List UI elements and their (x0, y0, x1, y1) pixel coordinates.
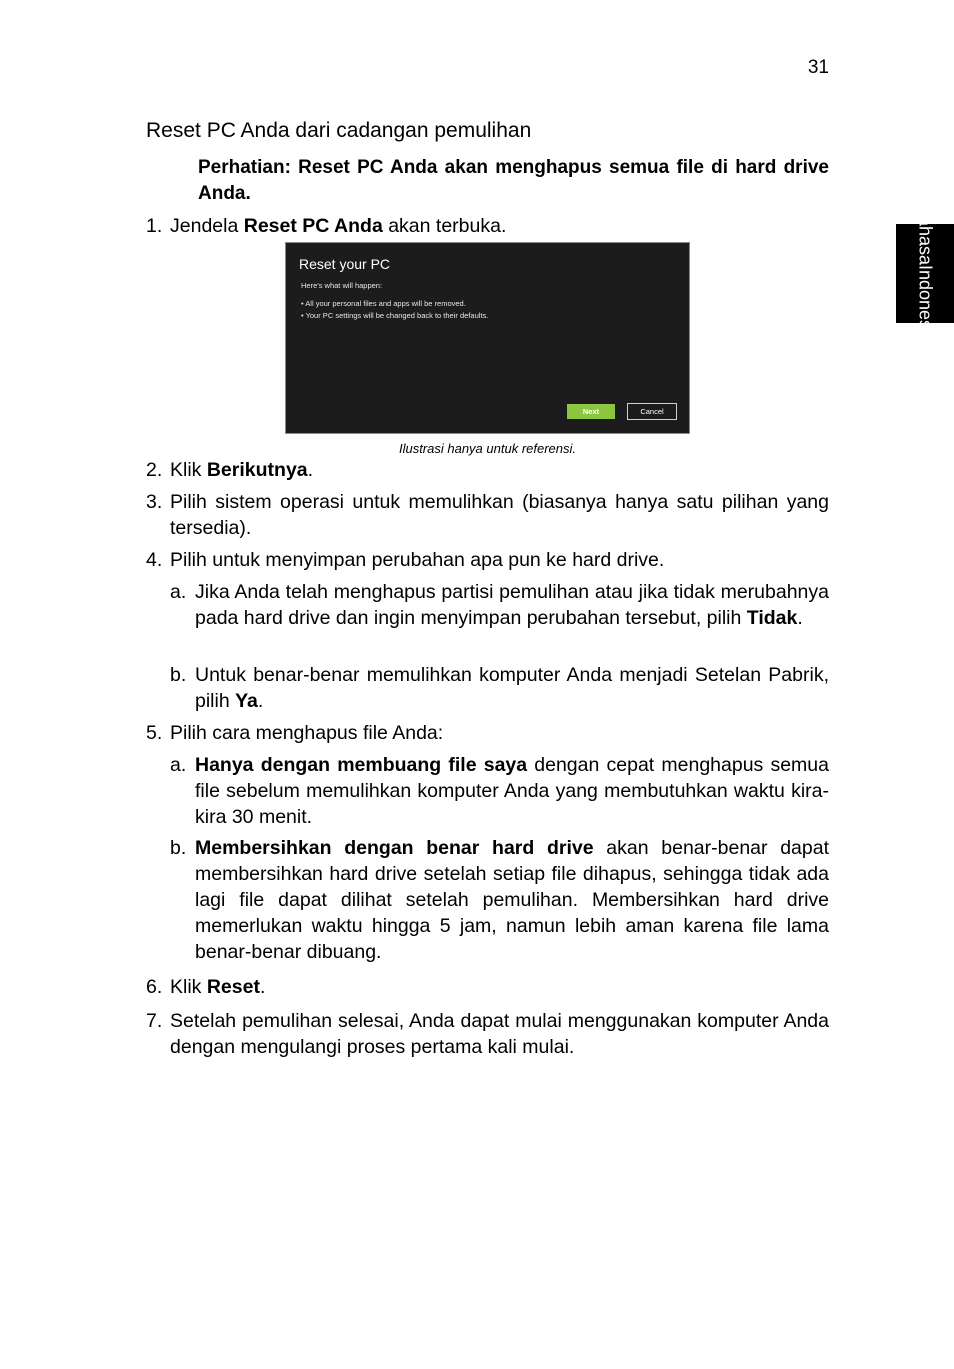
substep-letter: b. (170, 664, 187, 686)
step-4a (170, 579, 829, 631)
step-number: 3. (146, 491, 163, 513)
step-text: Klik Berikutnya. (170, 459, 314, 481)
step-text: Jendela Reset PC Anda akan terbuka. (170, 215, 507, 237)
cancel-button[interactable]: Cancel (627, 403, 677, 420)
next-button[interactable]: Next (567, 404, 615, 419)
step-number: 2. (146, 459, 163, 481)
step-number: 7. (146, 1010, 163, 1032)
language-tab-line-2: Indonesia (915, 265, 936, 344)
step-number: 5. (146, 722, 163, 744)
reset-pc-screenshot (285, 242, 690, 434)
substep-text: Jika Anda telah menghapus partisi pemulihan atau jika tidak merubahnya pada hard drive dan ingin menyimpan perubahan tersebut, pilih Tidak. (195, 581, 829, 629)
language-tab-line-1: Bahasa (915, 203, 936, 265)
step-5a (170, 752, 829, 830)
step-5 (146, 720, 829, 746)
step-2 (146, 457, 829, 483)
screenshot-intro: Here's what will happen: (301, 281, 383, 290)
step-7 (146, 1008, 829, 1060)
step-4b (170, 662, 829, 714)
step-number: 4. (146, 549, 163, 571)
step-text: Pilih sistem operasi untuk memulihkan (biasanya hanya satu pilihan yang tersedia). (170, 491, 829, 539)
figure-caption: Ilustrasi hanya untuk referensi. (398, 441, 577, 456)
step-number: 1. (146, 215, 163, 237)
screenshot-bullet: • All your personal files and apps will be removed. (301, 299, 466, 308)
step-text: Pilih untuk menyimpan perubahan apa pun ke hard drive. (170, 549, 665, 571)
substep-letter: a. (170, 754, 187, 776)
warning-note: Perhatian: Reset PC Anda akan menghapus semua file di hard drive Anda. (198, 157, 829, 204)
step-4 (146, 547, 829, 573)
step-3 (146, 489, 829, 541)
substep-letter: b. (170, 837, 187, 859)
section-title: Reset PC Anda dari cadangan pemulihan (146, 119, 532, 142)
substep-text: Membersihkan dengan benar hard drive akan benar-benar dapat membersihkan hard drive setelah setiap file dihapus, sehingga tidak ada lagi file dapat dilihat setelah pemulihan. Membersihkan hard drive memerlukan waktu hingga 5 jam, namun lebih aman karena file lama benar-benar dibuang. (195, 837, 829, 963)
language-tab-label (896, 203, 954, 344)
step-text: Pilih cara menghapus file Anda: (170, 722, 444, 744)
language-tab (896, 203, 954, 344)
step-6 (146, 974, 829, 1000)
step-5b (170, 835, 829, 965)
step-number: 6. (146, 976, 163, 998)
substep-text: Hanya dengan membuang file saya dengan cepat menghapus semua file sebelum memulihkan komputer Anda yang membutuhkan waktu kira-kira 30 menit. (195, 754, 829, 828)
screenshot-bullet: • Your PC settings will be changed back to their defaults. (301, 311, 489, 320)
page-number: 31 (807, 57, 829, 78)
step-text: Klik Reset. (170, 976, 266, 998)
screenshot-title: Reset your PC (299, 256, 391, 272)
step-text: Setelah pemulihan selesai, Anda dapat mulai menggunakan komputer Anda dengan mengulangi proses pertama kali mulai. (170, 1010, 829, 1058)
substep-text: Untuk benar-benar memulihkan komputer Anda menjadi Setelan Pabrik, pilih Ya. (195, 664, 829, 712)
step-1 (146, 213, 829, 239)
substep-letter: a. (170, 581, 187, 603)
